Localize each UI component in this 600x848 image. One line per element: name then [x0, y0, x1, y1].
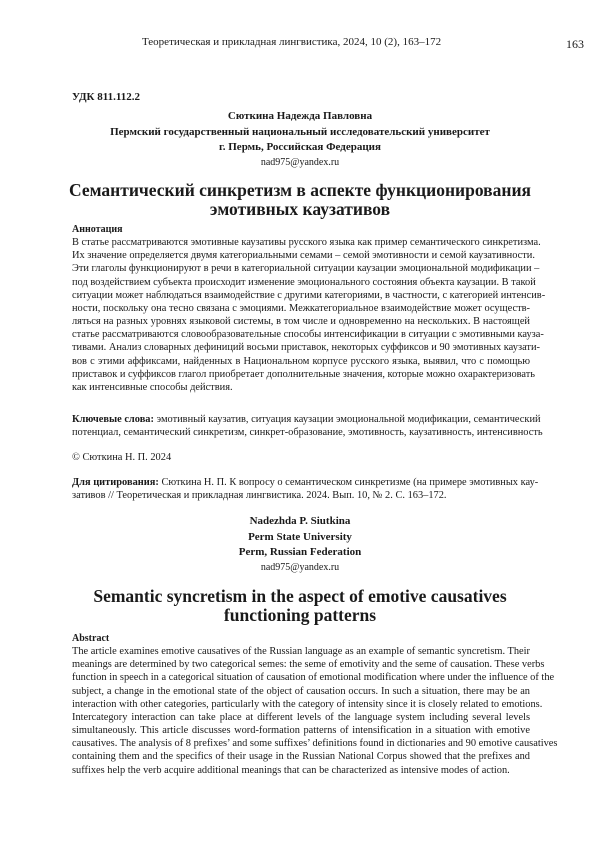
abstract-line: The article examines emotive causatives of the Russian language as an example of semantic syncretism. Their	[72, 645, 530, 658]
abstract-line: вов с этими аффиксами, найденных в Национальном корпусе русского языка, выявил, что с помощью	[72, 355, 530, 368]
ru-abstract-body	[72, 236, 530, 394]
abstract-line: ситуации может наблюдаться взаимодействие с другими категориями, в частности, с категорией интенсив-	[72, 289, 530, 302]
abstract-line: containing them and the specifics of their usage in the Russian National Corpus showed that the prefixes and	[72, 750, 530, 763]
ru-title-line: Семантический синкретизм в аспекте функционирования	[0, 181, 600, 200]
ru-email[interactable]: nad975@yandex.ru	[0, 156, 600, 170]
ru-author-name: Сюткина Надежда Павловна	[0, 109, 600, 125]
ru-abstract-heading: Аннотация	[72, 223, 530, 236]
udk-code: УДК 811.112.2	[72, 91, 140, 103]
en-title-line: functioning patterns	[0, 606, 600, 625]
abstract-line: function in speech in a categorical situation of causation of emotional modification where under the influence of the	[72, 671, 530, 684]
abstract-line: тивами. Анализ словарных дефиниций восьми приставок, некоторых суффиксов и 90 эмотивных каузати-	[72, 341, 530, 354]
en-email[interactable]: nad975@yandex.ru	[0, 561, 600, 575]
keywords-line: потенциал, семантический синкретизм, синкрет-образование, эмотивность, каузативность, интенсивность	[72, 426, 530, 439]
en-author-name: Nadezhda P. Siutkina	[0, 514, 600, 530]
abstract-line: приставок и суффиксов глагол приобретает дополнительные значения, которые можно охарактеризовать	[72, 368, 530, 381]
ru-keywords	[72, 413, 530, 439]
abstract-line: simultaneously. This article discusses word-formation patterns of intensification in a situation with emotive	[72, 724, 530, 737]
en-abstract-heading: Abstract	[72, 632, 530, 645]
copyright: © Сюткина Н. П. 2024	[72, 451, 530, 464]
citation-line: Сюткина Н. П. К вопросу о семантическом синкретизме (на примере эмотивных кау-	[161, 477, 538, 488]
abstract-line: interaction with other categories, particularly with the category of intensity since it is closely related to emotions.	[72, 698, 530, 711]
abstract-line: статье рассматриваются словообразовательные способы интенсификации в ситуации с эмотивными кауза-	[72, 328, 530, 341]
abstract-line: ности, поскольку она тесно связана с эмоциями. Межкатегориальное взаимодействие может осуществ-	[72, 302, 530, 315]
abstract-line: meanings are determined by two categorical semes: the seme of emotivity and the seme of causation. These verbs	[72, 658, 530, 671]
citation-line: зативов // Теоретическая и прикладная лингвистика. 2024. Вып. 10, № 2. С. 163–172.	[72, 489, 530, 502]
abstract-line: Intercategory interaction can take place at different levels of the language system including several levels	[72, 711, 530, 724]
keywords-label: Ключевые слова:	[72, 414, 154, 425]
abstract-line: под воздействием субъекта происходит изменение эмоционального состояния объекта каузации. В такой	[72, 276, 530, 289]
en-affiliation: Perm State University	[0, 530, 600, 546]
abstract-line: В статье рассматриваются эмотивные каузативы русского языка как пример семантического синкретизма.	[72, 236, 530, 249]
page-number: 163	[566, 37, 584, 52]
abstract-line: suffixes help the verb acquire additional meanings that can be characterized as intensive modes of action.	[72, 764, 530, 777]
journal-citation: Теоретическая и прикладная лингвистика, 2024, 10 (2), 163–172	[142, 36, 441, 48]
abstract-line: Их значение определяется двумя категориальными семами – семой эмотивности и семой каузативности.	[72, 249, 530, 262]
abstract-line: subject, a change in the emotional state of the object of causation occurs. In such a situation, there may be an	[72, 685, 530, 698]
abstract-line: как интенсивные способы действия.	[72, 381, 530, 394]
abstract-line: causatives. The analysis of 8 prefixes’ and some suffixes’ definitions found in dictionaries and 90 emotive causatives	[72, 737, 530, 750]
keywords-line: эмотивный каузатив, ситуация каузации эмоциональной модификации, семантический	[157, 414, 541, 425]
en-title	[0, 587, 600, 624]
ru-city: г. Пермь, Российская Федерация	[0, 140, 600, 156]
citation	[72, 476, 530, 502]
citation-label: Для цитирования:	[72, 477, 159, 488]
ru-title-line: эмотивных каузативов	[0, 200, 600, 219]
abstract-line: Эти глаголы функционируют в речи в категориальной ситуации каузации эмоциональной модификации –	[72, 262, 530, 275]
en-title-line: Semantic syncretism in the aspect of emotive causatives	[0, 587, 600, 606]
ru-title	[0, 181, 600, 218]
en-abstract-body	[72, 645, 530, 777]
abstract-line: ляться на разных уровнях языковой системы, в том числе и одновременно на нескольких. В настоящей	[72, 315, 530, 328]
en-city: Perm, Russian Federation	[0, 545, 600, 561]
en-author-block	[0, 514, 600, 575]
ru-abstract	[72, 223, 530, 394]
ru-author-block	[0, 109, 600, 170]
en-abstract	[72, 632, 530, 777]
ru-affiliation: Пермский государственный национальный исследовательский университет	[0, 125, 600, 141]
